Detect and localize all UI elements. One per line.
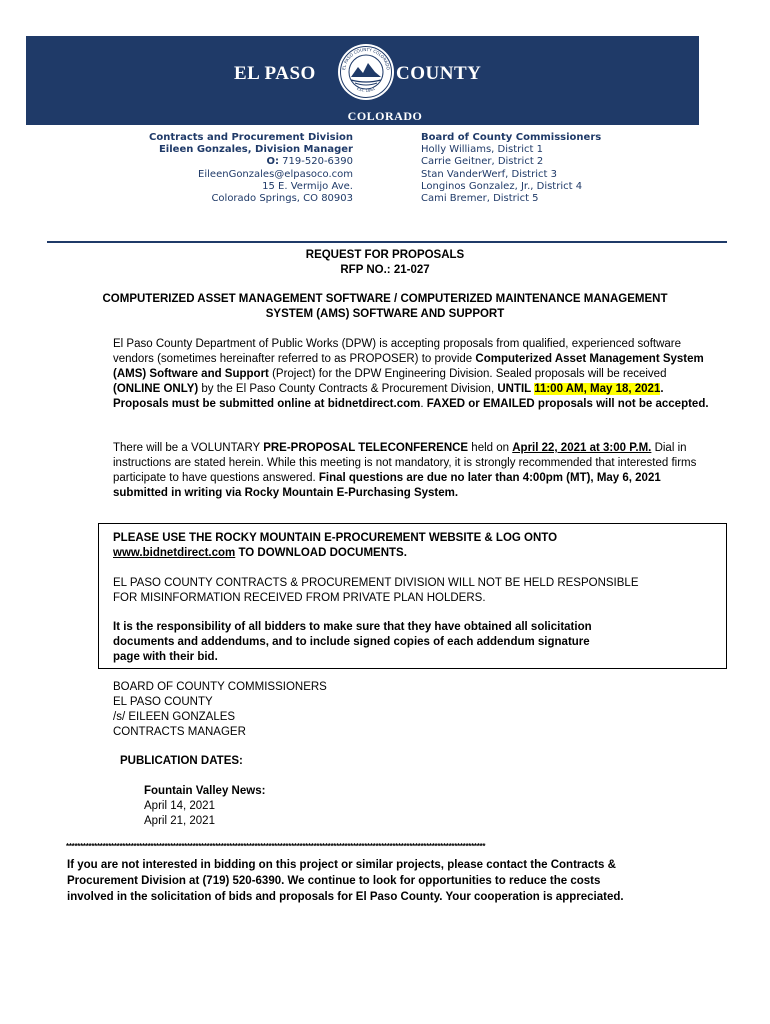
header-divider <box>47 241 727 243</box>
box-disclaimer: EL PASO COUNTY CONTRACTS & PROCUREMENT DIVISION WILL NOT BE HELD RESPONSIBLE FOR MISINFORMATION RECEIVED FROM PRIVATE PLAN HOLDERS. <box>113 577 639 604</box>
bidnet-link[interactable]: www.bidnetdirect.com <box>113 547 236 559</box>
footer-notice: If you are not interested in bidding on this project or similar projects, please contact the Contracts & Procurement Division at (719) 520-6390. We continue to look for opportunities to reduce the costs involved in the solicitation of bids and proposals for El Paso County. Your cooperation is appreciated. <box>67 859 624 903</box>
contracts-contact-block <box>100 132 353 205</box>
signature-block: BOARD OF COUNTY COMMISSIONERS EL PASO COUNTY /s/ EILEEN GONZALES CONTRACTS MANAGER <box>113 681 327 738</box>
teleconference-paragraph: There will be a VOLUNTARY PRE-PROPOSAL TELECONFERENCE held on April 22, 2021 at 3:00 P.M. Dial in instructions are stated herein. While this meeting is not mandatory, it is strongly recommended that interested firms participate to have questions answered. Final questions are due no later than 4:00pm (MT), May 6, 2021 submitted in writing via Rocky Mountain E-Purchasing System. <box>113 442 697 499</box>
rfp-number: RFP NO.: 21-027 <box>340 264 430 276</box>
box-responsibility: It is the responsibility of all bidders to make sure that they have obtained all solicitation documents and addendums, and to include signed copies of each addendum signature page with their bid. <box>113 621 592 663</box>
teleconference-date: April 22, 2021 at 3:00 P.M. <box>512 442 652 454</box>
seal-text-top: EL PASO COUNTY COLORADO <box>341 46 391 71</box>
publication-heading: PUBLICATION DATES: <box>120 755 243 767</box>
brand-colorado: COLORADO <box>347 109 423 123</box>
board-member: Carrie Geitner, District 2 <box>421 156 544 168</box>
phone-number: 719-520-6390 <box>282 156 353 168</box>
rfp-subject-line-2: SYSTEM (AMS) SOFTWARE AND SUPPORT <box>265 308 505 320</box>
deadline-highlight: 11:00 AM, May 18, 2021 <box>534 383 661 395</box>
publication-list: Fountain Valley News: April 14, 2021 April 21, 2021 <box>144 785 266 827</box>
separator-stars: ***************************************************************************************************************************************************** <box>66 843 486 851</box>
board-member: Holly Williams, District 1 <box>421 144 543 156</box>
board-member: Longinos Gonzalez, Jr., District 4 <box>421 180 583 192</box>
phone-line <box>100 156 353 168</box>
intro-paragraph: El Paso County Department of Public Works (DPW) is accepting proposals from qualified, experienced software vendors (sometimes hereinafter referred to as PROPOSER) to provide Computerized Asset Management System (AMS) Software and Support (Project) for the DPW Engineering Division. Sealed proposals will be received (ONLINE ONLY) by the El Paso County Contracts & Procurement Division, UNTIL 11:00 AM, May 18, 2021. Proposals must be submitted online at bidnetdirect.com. FAXED or EMAILED proposals will not be accepted. <box>113 338 709 410</box>
rfp-title: REQUEST FOR PROPOSALS <box>305 249 465 261</box>
email-address: EileenGonzales@elpasoco.com <box>198 168 353 180</box>
county-seal-icon <box>337 43 395 101</box>
rfp-subject-line-1: COMPUTERIZED ASSET MANAGEMENT SOFTWARE / COMPUTERIZED MAINTENANCE MANAGEMENT <box>102 293 668 305</box>
division-manager: Eileen Gonzales, Division Manager <box>158 144 353 156</box>
street-address: 15 E. Vermijo Ave. <box>262 180 353 192</box>
board-contact-block <box>421 132 601 205</box>
box-website-notice: PLEASE USE THE ROCKY MOUNTAIN E-PROCUREMENT WEBSITE & LOG ONTO www.bidnetdirect.com TO DOWNLOAD DOCUMENTS. <box>113 532 558 559</box>
board-member: Stan VanderWerf, District 3 <box>421 168 557 180</box>
brand-county: COUNTY <box>396 63 482 84</box>
city-address: Colorado Springs, CO 80903 <box>211 193 353 205</box>
brand-el-paso: EL PASO <box>234 63 316 84</box>
board-member: Cami Bremer, District 5 <box>421 193 539 205</box>
board-title: Board of County Commissioners <box>421 132 602 143</box>
seal-text-bottom: EST. 1861 <box>356 85 376 94</box>
phone-label: O: <box>266 156 279 168</box>
division-name: Contracts and Procurement Division <box>149 132 353 143</box>
